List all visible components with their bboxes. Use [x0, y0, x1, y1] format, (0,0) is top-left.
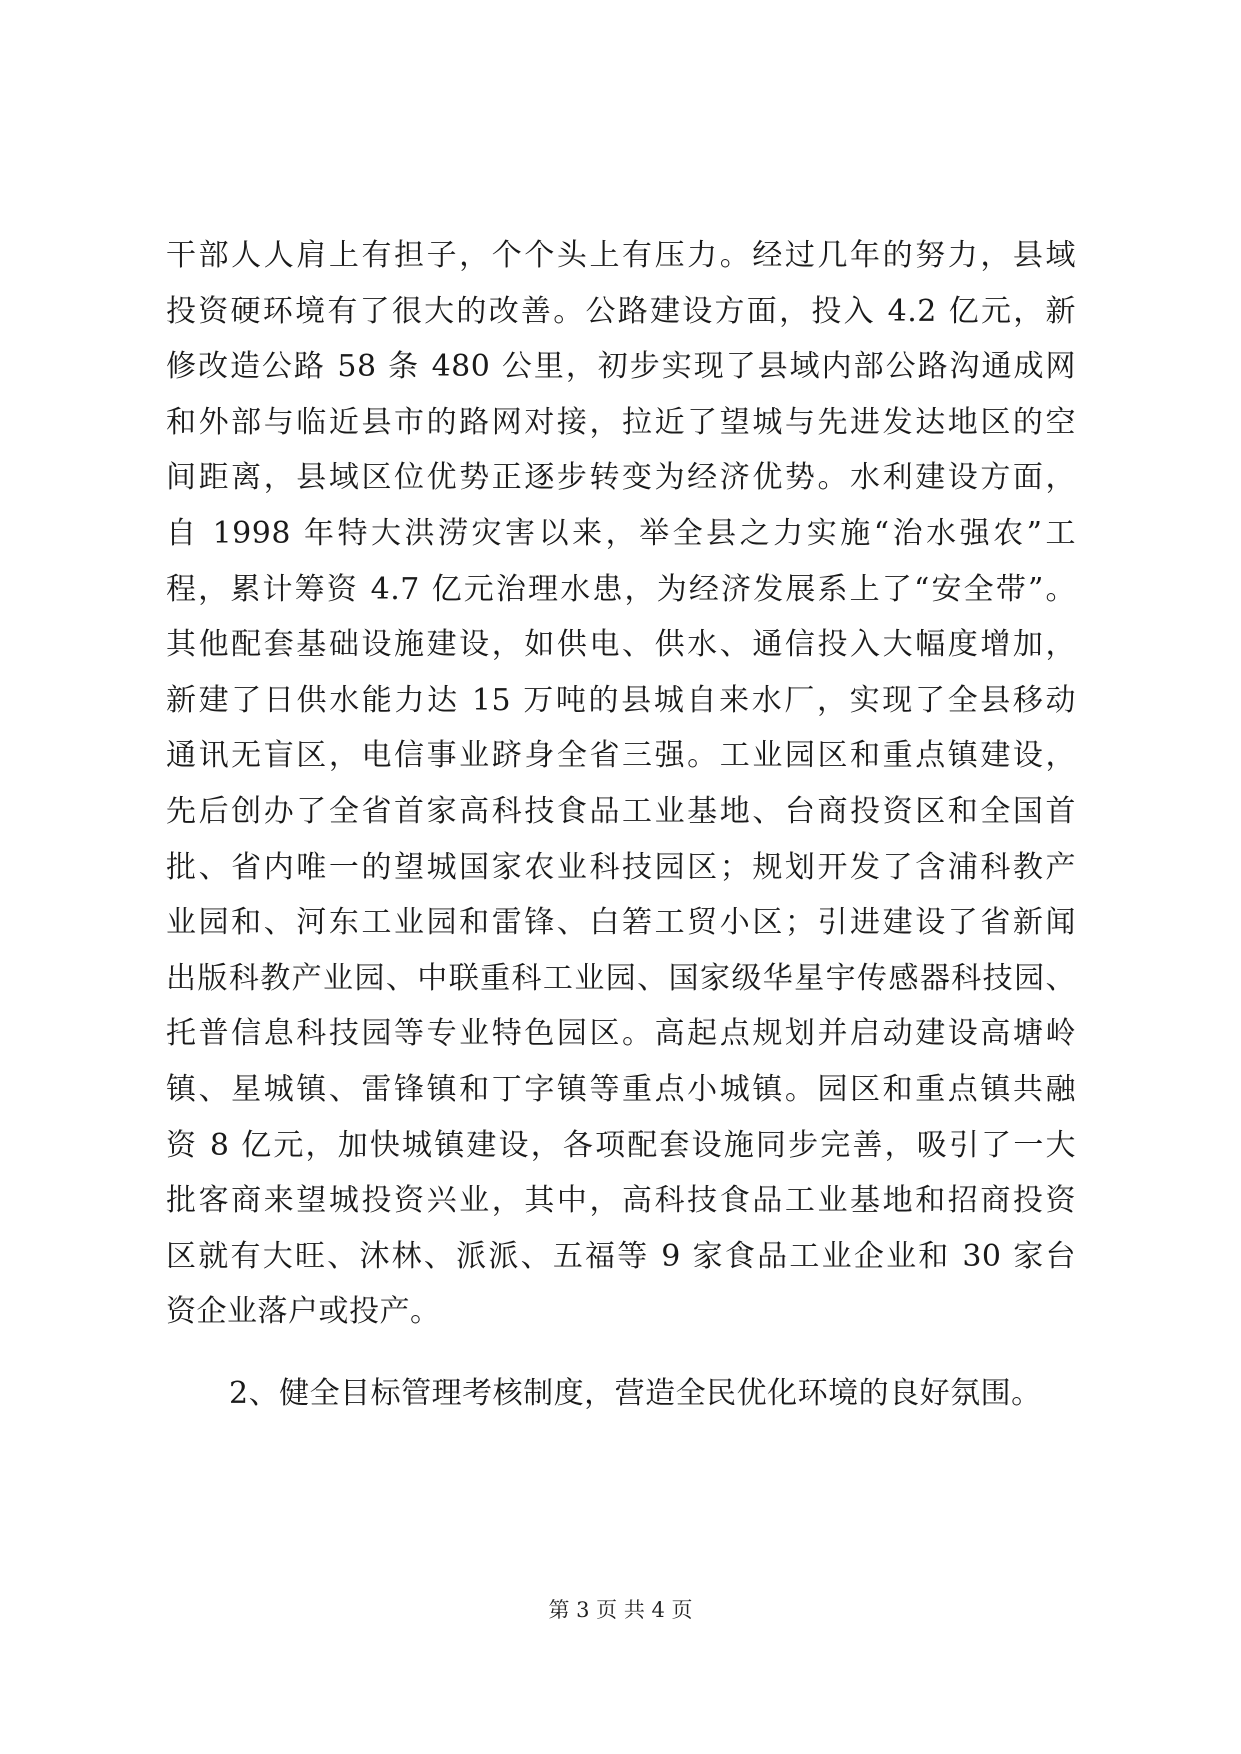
- text-line: 资企业落户或投产。: [166, 1294, 441, 1330]
- section-heading-paragraph: 2、健全目标管理考核制度，营造全民优化环境的良好氛围。: [229, 1375, 1042, 1411]
- text-line: 先后创办了全省首家高科技食品工业基地、台商投资区和全国首: [166, 793, 1076, 829]
- text-line: 修改造公路 58 条 480 公里，初步实现了县域内部公路沟通成网: [166, 349, 1076, 385]
- text-line: 程，累计筹资 4.7 亿元治理水患，为经济发展系上了“安全带”。: [166, 571, 1076, 607]
- text-line: 托普信息科技园等专业特色园区。高起点规划并启动建设高塘岭: [166, 1016, 1076, 1052]
- text-line: 资 8 亿元，加快城镇建设，各项配套设施同步完善，吸引了一大: [166, 1127, 1076, 1163]
- text-line: 干部人人肩上有担子，个个头上有压力。经过几年的努力，县域: [166, 238, 1076, 273]
- text-line: 区就有大旺、沐林、派派、五福等 9 家食品工业企业和 30 家台: [166, 1238, 1076, 1274]
- text-line: 其他配套基础设施建设，如供电、供水、通信投入大幅度增加，: [166, 627, 1076, 663]
- text-line: 出版科教产业园、中联重科工业园、国家级华星宇传感器科技园、: [166, 960, 1076, 996]
- text-line: 通讯无盲区，电信事业跻身全省三强。工业园区和重点镇建设，: [166, 738, 1076, 774]
- text-line: 投资硬环境有了很大的改善。公路建设方面，投入 4.2 亿元，新: [166, 293, 1076, 329]
- text-line: 间距离，县域区位优势正逐步转变为经济优势。水利建设方面，: [166, 460, 1076, 496]
- text-line: 镇、星城镇、雷锋镇和丁字镇等重点小城镇。园区和重点镇共融: [166, 1071, 1076, 1107]
- text-line: 批、省内唯一的望城国家农业科技园区；规划开发了含浦科教产: [166, 849, 1076, 885]
- text-line: 批客商来望城投资兴业，其中，高科技食品工业基地和招商投资: [166, 1183, 1076, 1219]
- text-line: 自 1998 年特大洪涝灾害以来，举全县之力实施“治水强农”工: [166, 515, 1076, 551]
- page-footer: 第 3 页 共 4 页: [548, 1598, 693, 1622]
- text-line: 新建了日供水能力达 15 万吨的县城自来水厂，实现了全县移动: [166, 682, 1076, 718]
- text-line: 和外部与临近县市的路网对接，拉近了望城与先进发达地区的空: [166, 404, 1076, 440]
- text-line: 业园和、河东工业园和雷锋、白箬工贸小区；引进建设了省新闻: [166, 905, 1076, 941]
- body-text: [166, 228, 1076, 1421]
